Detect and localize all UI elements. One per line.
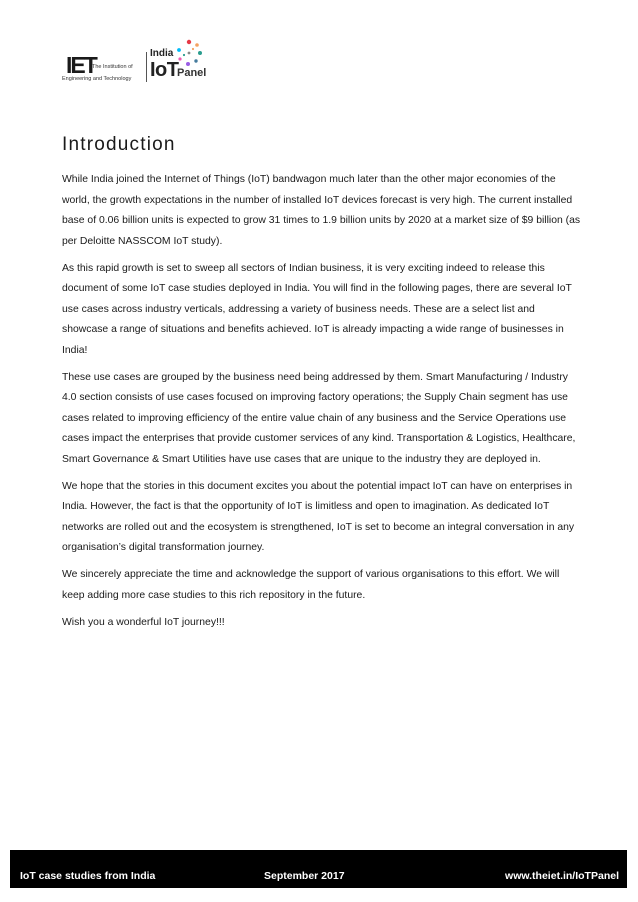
paragraph-3: These use cases are grouped by the business need being addressed by them. Smart Manufacturing / Industry 4.0 section consists of use cases focused on improving factory operations; the Supply Chain segment has use cases related to improving efficiency of the entire value chain of any business and the Service Operations use cases impact the enterprises that provide customer services of any kind. Transportation & Logistics, Healthcare, Smart Governance & Smart Utilities have use cases that are unique to the industry they are deployed in. xyxy=(62,371,576,465)
iet-tagline-line1: The Institution of xyxy=(92,64,133,70)
iet-logo-letters: IET xyxy=(66,52,96,78)
iet-logo xyxy=(62,54,142,80)
india-label: India xyxy=(150,48,174,59)
iot-label: IoT xyxy=(150,59,179,81)
network-dots-icon xyxy=(174,38,204,68)
paragraph-1: While India joined the Internet of Things (IoT) bandwagon much later than the other major economies of the world, the growth expectations in the number of installed IoT devices forecast is very high. The current installed base of 0.06 billion units is expected to grow 31 times to 1.9 billion units by 2020 at a market size of $9 billion (as per Deloitte NASSCOM IoT study). xyxy=(62,174,581,247)
iet-tagline-line2: Engineering and Technology xyxy=(62,76,132,82)
footer-date: September 2017 xyxy=(264,870,345,882)
main-content xyxy=(62,134,582,640)
page-title: Introduction xyxy=(62,134,176,155)
paragraph-5: We sincerely appreciate the time and acknowledge the support of various organisations to this effort. We will keep adding more case studies to this rich repository in the future. xyxy=(62,569,560,601)
panel-label: Panel xyxy=(177,67,207,79)
paragraph-4: We hope that the stories in this document excites you about the potential impact IoT can have on enterprises in India. However, the fact is that the opportunity of IoT is limitless and open to imagination. As dedicated IoT networks are rolled out and the ecosystem is strengthened, IoT is set to become an integral conversation in any organisation’s digital transformation journey. xyxy=(62,480,575,553)
footer-url[interactable]: www.theiet.in/IoTPanel xyxy=(505,870,619,882)
page-header xyxy=(62,40,262,82)
page-footer xyxy=(10,850,627,888)
footer-title: IoT case studies from India xyxy=(20,870,156,882)
logo-divider xyxy=(146,52,147,82)
paragraph-2: As this rapid growth is set to sweep all sectors of Indian business, it is very exciting indeed to release this document of some IoT case studies deployed in India. You will find in the following pages, there are several IoT use cases across industry verticals, addressing a variety of business needs. These are a select list and showcase a range of situations and benefits achieved. IoT is already impacting a wide range of businesses in India! xyxy=(62,262,572,356)
paragraph-6: Wish you a wonderful IoT journey!!! xyxy=(62,616,225,628)
